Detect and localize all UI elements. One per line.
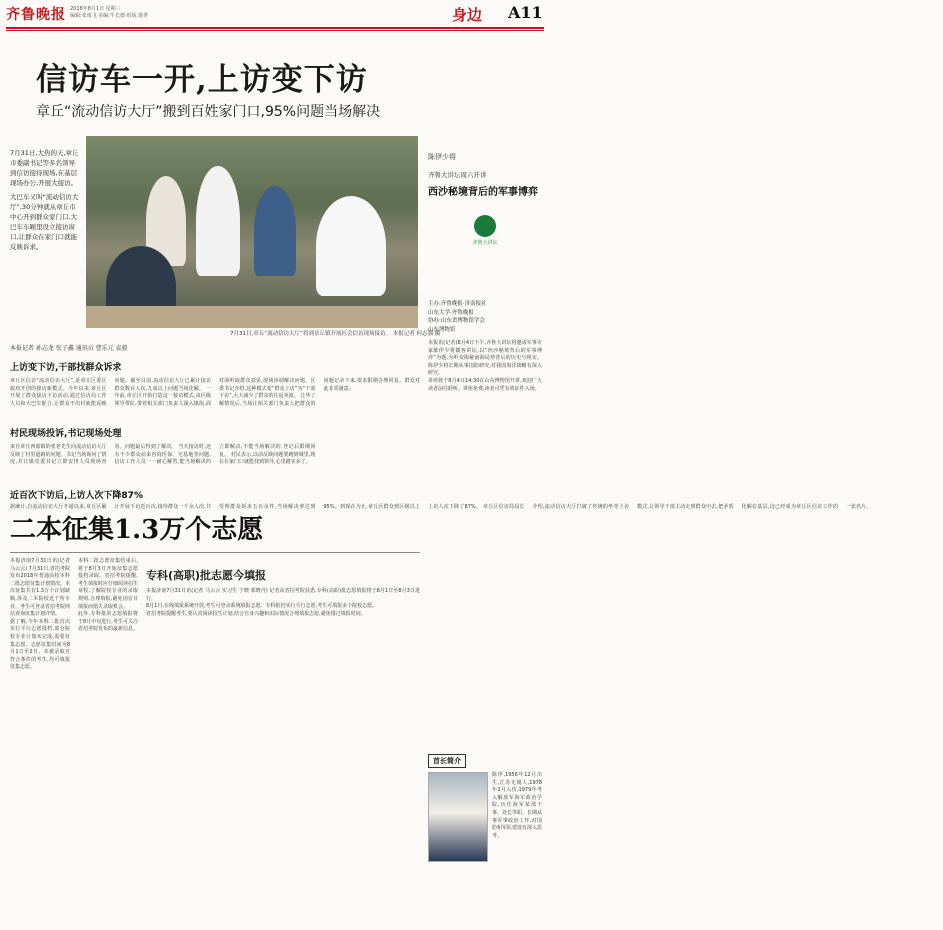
profile-heading: 首长简介 bbox=[428, 754, 466, 768]
photo-figure bbox=[196, 166, 240, 276]
lead-paragraph: 大巴车又叫“流动信访大厅”,30分钟就从章丘市中心开到群众家门口,大巴车车厢里设立接访窗口,让群众在家门口就能反映诉求。 bbox=[10, 193, 79, 251]
photo-figure bbox=[316, 196, 386, 296]
story-2-headline: 二本征集1.3万个志愿 bbox=[10, 515, 264, 545]
masthead-rule-thin bbox=[6, 30, 544, 31]
section-2 bbox=[10, 428, 420, 496]
sidebar-title: 西沙秘境背后的军事博弈 bbox=[428, 187, 538, 198]
story-3 bbox=[146, 570, 420, 918]
masthead-rule bbox=[6, 27, 544, 29]
headline: 信访车一开,上访变下访 bbox=[36, 62, 368, 98]
photo-caption: 7月31日,章丘“流动信访大厅”将到章丘镇开展社会信访现场接访。 本报记者 何志强 摄 bbox=[230, 331, 441, 337]
section-name: 身边 bbox=[452, 6, 483, 24]
sidebar-body: 本报讯(记者)8月4日下午,齐鲁大讲坛将邀请军事专家陈伊少将做客讲坛,以“西沙秘境背后的军事博弈”为题,为听众揭秘南海局势背后的历史与现实。陈伊少将长期从事国防研究,对我国海洋战略有深入研究。 讲座将于8月4日14:30在山东博物馆开讲,欢迎广大读者前往聆听。讲座免费,读者可凭有效证件入场。 bbox=[428, 340, 542, 392]
story-divider bbox=[10, 552, 420, 553]
newspaper-logo: 齐鲁晚报 bbox=[6, 7, 66, 23]
sidebar-lecture bbox=[428, 140, 542, 620]
photo-table bbox=[86, 306, 418, 328]
photo-figure bbox=[254, 186, 296, 276]
section-3-title: 近百次下访后,上访人次下降87% bbox=[10, 491, 143, 501]
section-2-body: 来自章丘西部镇的张老先生向流动信访大厅反映了村里道路的问题。书记当场询问了情况,并让镇党委书记立即安排人员现场查看。问题最后得到了解决。 当天接访时,还有不少群众前来咨询医保、宅基地等问题,信访工作人员一一耐心解答,能当场解决的立即解决,不能当场解决的,登记后限期回复。 村民表示,以前反映问题要跑到城里,现在在家门口就能找到领导,心里踏实多了。 bbox=[10, 444, 316, 466]
section-2-title: 村民现场投诉,书记现场处理 bbox=[10, 429, 122, 439]
lead-paragraph: 7月31日,大热的天,章丘市委副书记等多名领导到信访接待现场,在基层现场办公,开展大接访。 bbox=[10, 149, 79, 187]
section-1-body: 章丘区信访“流动信访大厅”,是章丘区委区政府开创的接访新模式。今年以来,章丘区开展了群众接访下访活动,通过信访局工作人员和大巴车配合,让群众不出村就能反映问题。截至目前,流动信访大厅已累计接访群众数百人次,九成以上问题当场化解。 一年前,章丘区开始打造这一接访模式,由区级领导带队,带着相关部门负责人深入镇街,面对面听取群众意见,现场协调解决问题。区委书记介绍,这种模式变“群众上访”为“干部下访”,大大减少了群众的往返奔波。 江华了解情况后,当场让相关部门负责人把群众的问题记录下来,要求限期办理回复。群众对此非常满意。 bbox=[10, 378, 420, 407]
byline: 本报记者 孙志龙 张子鑫 通讯员 曹乐元 袁毅 bbox=[10, 345, 128, 352]
page-number: A11 bbox=[508, 3, 543, 22]
section-3-body: 据统计,自流动信访大厅开通以来,章丘区累计开展下访近百次,接待群众一千余人次,共受理群众诉求五百余件,当场解决率达到95%。到现在为止,章丘区群众到区级以上上访人次下降了87%。 章丘区信访局局长介绍,流动信访大厅打破了传统的坐等上访模式,让领导干部主动走到群众中去,把矛盾化解在基层,这已经成为章丘区信访工作的一张名片。 bbox=[10, 504, 872, 510]
masthead-date: 2018年8月1日 星期三 bbox=[70, 6, 121, 12]
profile-box bbox=[428, 748, 542, 862]
masthead-meta bbox=[70, 6, 220, 20]
section-1 bbox=[10, 362, 420, 438]
lead-column bbox=[10, 148, 80, 252]
story-mid-body: 本科二批志愿征集结束后,将于8月3日开始征集志愿投档录取。省招考院提醒,考生填报时应仔细阅读招生章程,了解院校专业的录取规则,合理填报,避免因盲目填报而错失录取机会。 此外,专科批的志愿填报将于8月中旬进行,考生可关注省招考院发布的最新信息。 bbox=[78, 558, 139, 633]
subheadline: 章丘“流动信访大厅”搬到百姓家门口,95%问题当场解决 bbox=[36, 104, 381, 120]
profile-body-top: 陈伊,1956年12月出生,江苏无锡人,1978年2月入伍,1979年考入解放军海军政治学院,历任海军某部干事、处长等职。长期从事军事政治工作,对国防和军队建设有深入思考。 bbox=[492, 772, 543, 839]
profile-portrait bbox=[428, 772, 488, 862]
lecture-logo-text: 齐鲁大讲坛 bbox=[472, 239, 498, 246]
story-3-title: 专科(高职)批志愿今填报 bbox=[146, 569, 267, 582]
sidebar-subtitle: 齐鲁大讲坛周六开讲 bbox=[428, 171, 487, 179]
lecture-logo-icon bbox=[474, 215, 496, 237]
story-left-body: 本报济南7月31日讯(记者 马云云) 7月31日,省招考院发布2018年普通高校本科二批志愿征集计划情况。本次征集共有1.3万个计划缺额,涉及二本院校近千所专业。考生可登录省招考院网站查询征集计划详情。 据了解,今年本科二批首次实行平行志愿投档,部分院校专业计划未完成,需要征集志愿。志愿征集时间为8月1日至2日。未被录取且符合条件的考生,均可填报征集志愿。 bbox=[10, 558, 71, 671]
masthead-editors: 编辑:张雨飞 美编:牛长德 组版:徐菁 bbox=[70, 13, 149, 19]
lecture-logo bbox=[455, 210, 515, 250]
story-3-body: 本报济南7月31日讯(记者 马云云 实习生 于晓 郭晓丹) 记者从省招考院获悉,专科(高职)批志愿填报将于8月1日至8月3日进行。 8月1日,在线填报系统开放,考生可登录系统填报志愿。专科批仍实行平行志愿,考生可填报多个院校志愿。 省招考院提醒考生,要认真阅读招生计划,结合自身兴趣和实际情况合理填报志愿,避免错过填报时间。 bbox=[146, 588, 420, 617]
section-1-title: 上访变下访,干部找群众诉求 bbox=[10, 363, 122, 373]
sidebar-kicker: 陈伊少将 bbox=[428, 153, 456, 161]
sidebar-credits: 主办:齐鲁晚报·济南报社 山东大学·齐鲁晚报 协办:山东省博物馆学会 山东博物馆 bbox=[428, 301, 487, 333]
news-photo bbox=[86, 136, 418, 328]
